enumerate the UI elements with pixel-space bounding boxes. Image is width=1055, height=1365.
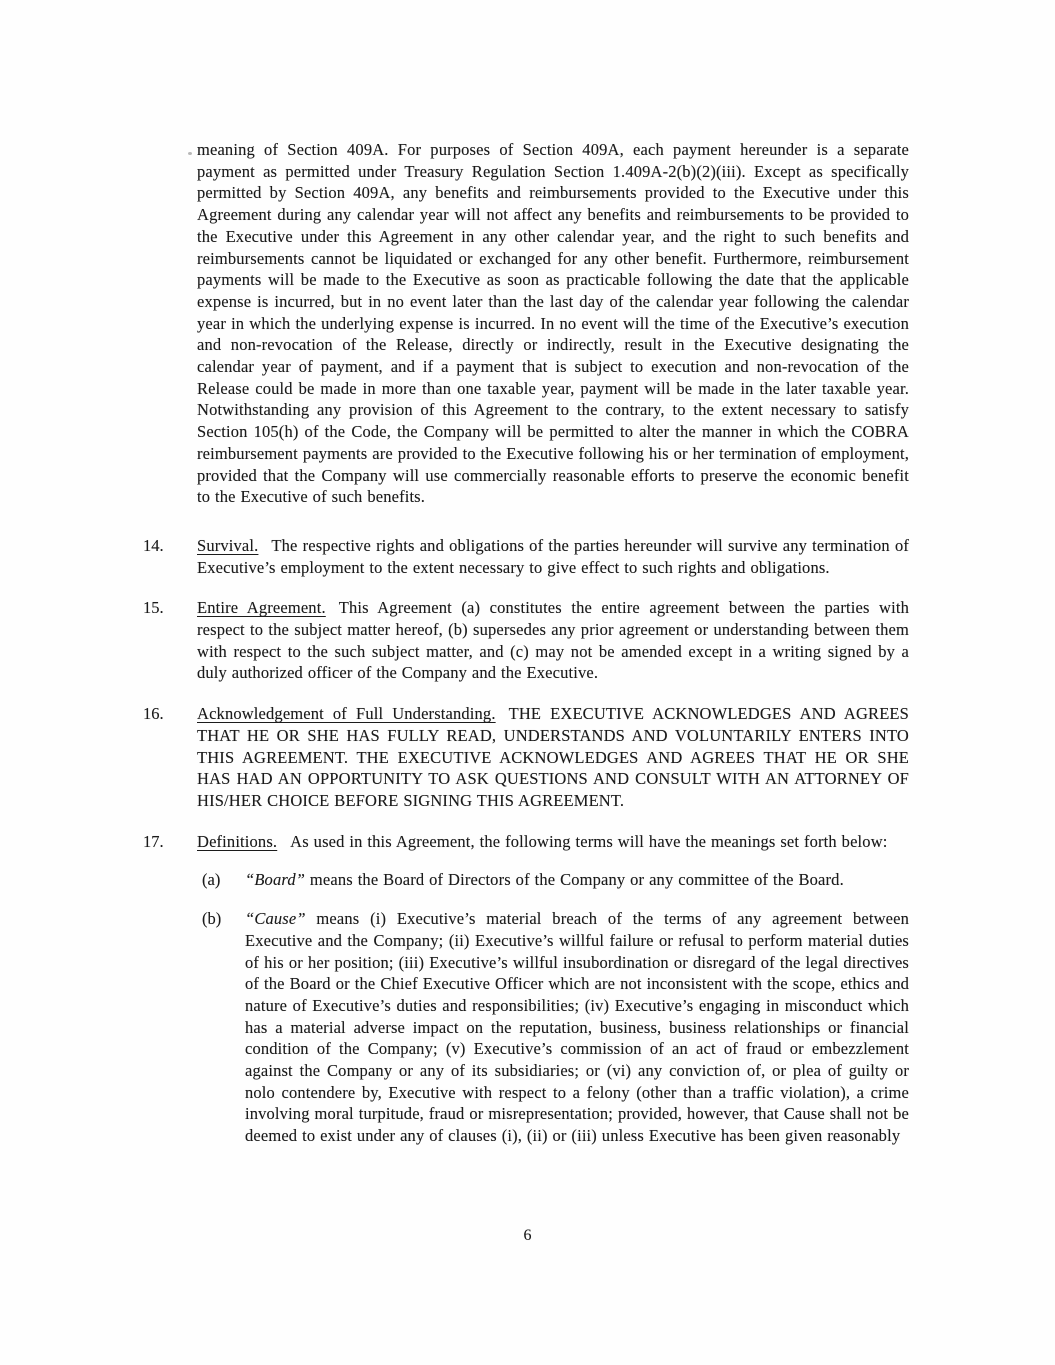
section-number: 15. bbox=[143, 598, 164, 618]
paragraph-409a-continuation: meaning of Section 409A. For purposes of Section 409A, each payment hereunder is a separate payment as permitted under Treasury Regulation Section 1.409A-2(b)(2)(iii). Except as specifically permitted by Section 409A, any benefits and reimbursements provided to the Executive under this Agreement during any calendar year will not affect any benefits and reimbursements to be provided to the Executive under this Agreement in any other calendar year, and the right to such benefits and reimbursements cannot be liquidated or exchanged for any other benefit. Furthermore, reimbursement payments will be made to the Executive as soon as practicable following the date that the applicable expense is incurred, but in no event later than the last day of the calendar year following the calendar year in which the underlying expense is incurred. In no event will the time of the Executive’s execution and non-revocation of the Release, directly or indirectly, result in the Executive designating the calendar year of payment, and if a payment that is subject to execution and non-revocation of the Release could be made in more than one taxable year, payment will be made in the later taxable year. Notwithstanding any provision of this Agreement to the contrary, to the extent necessary to satisfy Section 105(h) of the Code, the Company will be permitted to alter the manner in which the COBRA reimbursement payments are provided to the Executive following his or her termination of employment, provided that the Company will use commercially reasonable efforts to preserve the economic benefit to the Executive of such benefits. bbox=[197, 140, 909, 507]
definition-body-text: means (i) Executive’s material breach of the terms of any agreement between Executive and the Company; (ii) Executive’s willful failure or refusal to perform material duties of his or her position; (iii) Executive’s willful insubordination or disregard of the legal directives of the Board or the Chief Executive Officer which are not inconsistent with the scope, ethics and nature of Executive’s duties and responsibilities; (iv) Executive’s engaging in misconduct which has a material adverse impact on the reputation, business, business relationships or financial condition of the Company; (v) Executive’s commission of an act of fraud or embezzlement against the Company or any of its subsidiaries; or (vi) any conviction of, or plea of guilty or nolo contendere by, Executive with respect to a felony (other than a traffic violation), a crime involving moral turpitude, fraud or misrepresentation; provided, however, that Cause shall not be deemed to exist under any of clauses (i), (ii) or (iii) unless Executive has been given reasonably bbox=[245, 909, 909, 1146]
definition-b-cause bbox=[197, 908, 909, 1147]
defined-term: “Board” bbox=[245, 870, 306, 890]
definition-label: (a) bbox=[202, 870, 221, 890]
section-16-acknowledgement bbox=[143, 703, 909, 812]
section-heading: Survival. bbox=[197, 535, 259, 555]
page-number: 6 bbox=[523, 1227, 532, 1244]
section-heading: Acknowledgement of Full Understanding. bbox=[197, 704, 496, 724]
section-body-text: This Agreement (a) constitutes the entire agreement between the parties with respect to the subject matter hereof, (b) supersedes any prior agreement or understanding between them with respect to the such subject matter, and (c) may not be amended except in a writing signed by a duly authorized officer of the Company and the Executive. bbox=[197, 598, 909, 683]
definition-body-text: means the Board of Directors of the Company or any committee of the Board. bbox=[305, 870, 844, 890]
section-body-text: As used in this Agreement, the following terms will have the meanings set forth below: bbox=[290, 831, 888, 851]
page-content bbox=[143, 139, 909, 1147]
definition-label: (b) bbox=[202, 909, 222, 929]
scan-artifact-dot bbox=[188, 152, 192, 155]
defined-term: “Cause” bbox=[245, 909, 306, 929]
section-17-definitions bbox=[143, 831, 909, 853]
section-heading: Entire Agreement. bbox=[197, 598, 326, 618]
section-15-entire-agreement bbox=[143, 597, 909, 684]
definitions-list bbox=[197, 869, 909, 1146]
section-heading: Definitions. bbox=[197, 831, 278, 851]
section-number: 14. bbox=[143, 535, 164, 555]
section-number: 16. bbox=[143, 704, 164, 724]
section-paragraph bbox=[197, 703, 909, 812]
section-paragraph bbox=[197, 535, 909, 578]
definition-a-board bbox=[197, 869, 909, 891]
section-14-survival bbox=[143, 535, 909, 578]
definition-paragraph bbox=[245, 908, 909, 1147]
definition-paragraph bbox=[245, 869, 909, 891]
section-body-text: THE EXECUTIVE ACKNOWLEDGES AND AGREES THAT HE OR SHE HAS FULLY READ, UNDERSTANDS AND VOLUNTARILY ENTERS INTO THIS AGREEMENT. THE EXECUTIVE ACKNOWLEDGES AND AGREES THAT HE OR SHE HAS HAD AN OPPORTUNITY TO ASK QUESTIONS AND CONSULT WITH AN ATTORNEY OF HIS/HER CHOICE BEFORE SIGNING THIS AGREEMENT. bbox=[197, 704, 909, 810]
section-body-text: The respective rights and obligations of the parties hereunder will survive any termination of Executive’s employment to the extent necessary to give effect to such rights and obligations. bbox=[197, 535, 909, 577]
section-number: 17. bbox=[143, 831, 164, 851]
section-paragraph bbox=[197, 597, 909, 684]
section-paragraph bbox=[197, 831, 909, 853]
